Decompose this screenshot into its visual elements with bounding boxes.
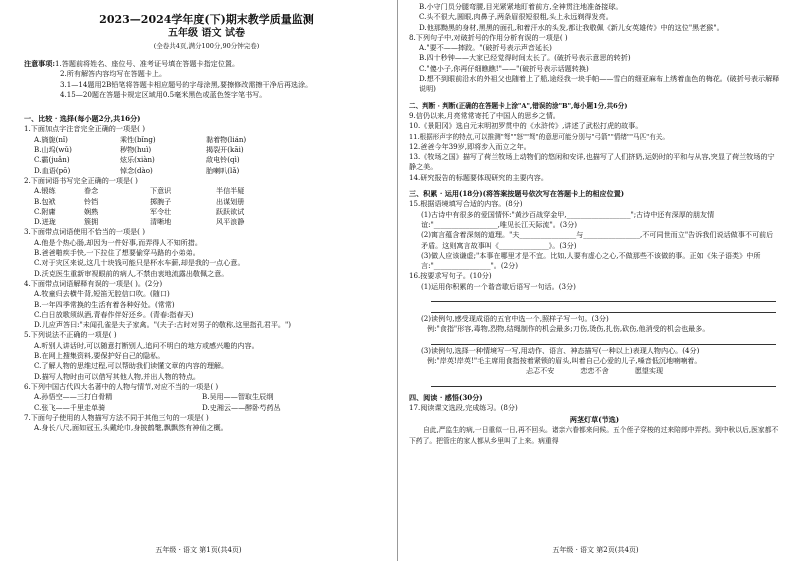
notice-line: 4.15—20题在答题卡规定区域用0.5毫米黑色或蓝色签字笔书写。: [60, 89, 267, 99]
option: C.对于灾区来说,这几十块钱可能只是杯水车薪,却是我的一点心意。: [34, 258, 245, 268]
option: D.想不到眼前沿水的外祖父也随着上了船,途经我一块手帕——雪白的细亚麻布上绣着血色的梅花。(破折号表示解释说明): [419, 74, 780, 94]
section-heading: 三、积累 · 运用(18分)(将答案按题号依次写在答题卡上的相应位置): [409, 189, 625, 199]
option: 炫乐(xiàn): [120, 155, 155, 165]
sub-question: (1)运用你积累的一个谐音歇后语写一句话。(3分): [421, 281, 576, 291]
option: B.山坞(wǔ): [34, 145, 72, 155]
judge-item: 12.爸爸今年39岁,即将步入而立之年。: [409, 141, 531, 151]
judge-item: 10.《景阳冈》选自元末明初罗贯中的《水浒传》,讲述了武松打虎的故事。: [409, 121, 643, 131]
option: A.牧童归去横牛背,短笛无腔信口吹。(随口): [34, 289, 170, 299]
option: C.头不很大,圆眼,肉鼻子,两条眉很短很粗,头上永远剃得发亮。: [419, 12, 613, 22]
exam-page-2: [397, 0, 794, 561]
fill-item: (3)做人应该谦虚;"本事在哪里才是不宜。比如,人要有虚心之心,不做那些不该做的事。正如《朱子语类》中所言:"________________"。(2分): [421, 250, 761, 271]
option: A.听别人讲话时,可以随意打断别人,追问不明白的地方或感兴趣的内容。: [34, 340, 259, 350]
option: 乘性(bǐng): [120, 134, 156, 144]
option: D.他那黝黑的身材,黑黑的面孔,和着汗水的头发,都让我敬佩《新儿女英雄传》中的这位"黑老猴"。: [419, 22, 724, 32]
judge-item: 11.根据形声字的特点,可以推测"弩""怒""驽"的意思可能分别与"弓箭""情绪""马匹"有关。: [409, 132, 669, 141]
question: 16.按要求写句子。(10分): [409, 271, 492, 281]
option: 簇拥: [84, 217, 99, 227]
question: 17.阅读课文选段,完成练习。(8分): [409, 402, 518, 412]
option-row: [24, 155, 389, 165]
option: 敌电铃(qì): [206, 155, 240, 165]
option: D.史湘云——醉卧芍药丛: [202, 402, 281, 412]
question: 8.下列句子中,对破折号的作用分析有误的一项是( ): [409, 32, 568, 42]
judge-item: 13.《牧场之国》描写了荷兰牧场上动物们的悠闲和安详,也描写了人们挤奶,运奶时的平和与从容,突显了荷兰牧场的宁静之美。: [409, 152, 775, 172]
question: 7.下面句子使用的人物描写方法不同于其他三句的一项是( ): [24, 412, 209, 422]
example-text: 例:"食指"形容,毒物,烈物,结绳制作的机会最多;刀伤,烫伤,扎伤,砍伤,他消受的机会也最多。: [427, 324, 710, 334]
question: 1.下面加点字注音完全正确的一项是( ): [24, 124, 145, 134]
example-text: 例:"岸英!岸英!"毛主席用食指按着紧锁的眉头,叫着自己心爱的儿子,嗓音低沉地喃喃着。: [427, 355, 702, 365]
option-row: [24, 145, 389, 155]
answer-line: [431, 292, 776, 302]
answer-line: [431, 303, 776, 313]
option: 悼念(dào): [120, 165, 153, 175]
notice-head: 注意事项:: [24, 59, 55, 68]
option: B.一年四季常换的生活有着各种好处。(常常): [34, 299, 175, 309]
option: 娴熟: [84, 206, 99, 216]
option: 掷腕子: [150, 196, 172, 206]
option: 下意识: [150, 186, 172, 196]
notice-line: 2.所有解答内容均写在答题卡上。: [60, 69, 167, 79]
fill-item: (2)寓言蕴含着深刻的道理。"夫________________与________________,不可同世而立"告诉我们说话做事不可前后矛盾。这则寓言故事叫《______________》。(3分): [421, 230, 774, 250]
option: B.吴用——智取生辰纲: [202, 392, 274, 402]
option: 铃铛: [84, 196, 99, 206]
option: A.孙悟空——三打白骨精: [34, 392, 113, 402]
exam-note: (全卷共4页,满分100分,90分钟完卷): [153, 42, 260, 50]
option: A.旖旎(nǐ): [34, 134, 68, 144]
option: 眷念: [84, 186, 99, 196]
judge-item: 9.信仍以来,月亮常常寄托了中国人的思乡之情。: [409, 110, 560, 120]
word-choice: 恋恋不舍: [580, 366, 609, 376]
option: D.儿应声答曰:"未闻孔雀是夫子家禽。"(夫子:古时对男子的敬称,这里指孔君平。"): [34, 320, 292, 330]
notice-line: 1.答题前将姓名、座位号、准考证号填在答题卡指定位置。: [55, 59, 240, 68]
answer-line: [431, 335, 776, 345]
option: B.四十秒钟——大家已经觉得时间太长了。(破折号表示意思的转折): [419, 53, 631, 63]
option: D.血语(pō): [34, 165, 71, 175]
option: C.白日放歌须纵酒,青春作伴好还乡。(青春:指春天): [34, 309, 194, 319]
notice-block: [24, 59, 389, 100]
page-footer: 五年级 · 语文 第1页(共4页): [155, 545, 242, 554]
option: B.小守门员分腿弯腰,目光紧紧地盯着前方,全神贯注地准备接球。: [419, 2, 623, 11]
option-row: [24, 186, 389, 196]
answer-line: [431, 377, 776, 387]
option: A.身长八尺,面如冠玉,头戴纶巾,身披鹤氅,飘飘然有神仙之概。: [34, 423, 228, 433]
option: C.霸(juǎn): [34, 155, 70, 165]
option-row: [24, 392, 389, 402]
option: 风平浪静: [216, 217, 245, 227]
option: B.在网上搜集资料,要保护好自己的隐私。: [34, 351, 165, 361]
question: 6.下列中国古代四大名著中的人物与情节,对应不当的一项是( ): [24, 381, 219, 391]
sub-question: (2)读例句,感受现成语的五官中选一个,照样子写一句。(3分): [421, 314, 609, 324]
question: 2.下面词语书写完全正确的一项是( ): [24, 175, 138, 185]
option: 秽物(huì): [120, 145, 152, 155]
option: 黏着物(lián): [206, 134, 247, 144]
option-row: [24, 207, 389, 217]
option-row: [24, 403, 389, 413]
passage-title: 两茎灯草(节选): [569, 415, 620, 425]
question: 4.下面带点词语解释有误的一项是( )。(2分): [24, 278, 163, 288]
exam-title: 2023—2024学年度(下)期末教学质量监测: [99, 13, 314, 26]
option: A.他是个热心肠,却因为一件好事,而弄得人不知所措。: [34, 237, 202, 247]
judge-item: 14.研究报告的标题要体现研究的主要内容。: [409, 172, 548, 182]
option-row: [24, 135, 389, 145]
sub-question: (3)读例句,选择一种情境写一写,用动作、语言、神态描写(一种以上)表现人物内心。(4分): [421, 345, 700, 355]
option: C.张飞——千里走单骑: [34, 402, 106, 412]
option: D.描写人物时由可以借写其他人物,并出人物的特点。: [34, 371, 201, 381]
option: C.附庸: [34, 206, 56, 216]
option-row: [24, 217, 389, 227]
option: C."傻小子,你再仔细瞧瞧!"——"(破折号表示话题转换): [419, 63, 589, 73]
section-heading: 一、比较 · 选择(每小题2分,共16分): [24, 114, 141, 124]
option: 军令壮: [150, 206, 172, 216]
word-choice: 忐忑不安: [525, 366, 555, 376]
question: 15.根据语境填写合适的内容。(8分): [409, 199, 523, 209]
option: B.爸爸啪疾手快,一下拉住了想要偷穿马路的小弟弟。: [34, 248, 200, 258]
fill-item: (1)古诗中有很多的爱国情怀:"黄沙百战穿金甲,__________________";古诗中还有深厚的朋友情谊:"__________________,唯见长江天际流"。(3分): [421, 209, 715, 229]
option: 出谋划册: [216, 196, 245, 206]
option: D.沃克医生重新审视眼前的病人,不禁由衷地流露出敬佩之意。: [34, 268, 229, 278]
option: 跃跃欲试: [216, 206, 245, 216]
option: D.迸珑: [34, 217, 56, 227]
section-heading: 四、阅读 · 感悟(30分): [409, 392, 483, 402]
section-heading: 二、判断 · 判断(正确的在答题卡上涂"A",错误的涂"B",每小题1分,共6分): [409, 101, 628, 110]
option: 清晰地: [150, 217, 172, 227]
option: 揭裂开(kāi): [206, 145, 244, 155]
option: 胎喇叭(lǎ): [206, 165, 240, 175]
option-row: [24, 197, 389, 207]
notice-line: 3.1—14题用2B铅笔将答题卡相应题号的字母涂黑,要擦修改需擦干净后再选涂。: [60, 79, 313, 89]
question: 5.下列说法不正确的一项是( ): [24, 330, 117, 340]
word-choice: 愿望实现: [634, 366, 664, 376]
word-choices: [409, 366, 780, 376]
exam-subtitle: 五年级 语文 试卷: [168, 28, 245, 39]
page-footer: 五年级 · 语文 第2页(共4页): [552, 545, 639, 554]
option-row: [24, 166, 389, 176]
option: 半信半疑: [216, 186, 245, 196]
option: A."要不——摔跤。"(破折号表示声音延长): [419, 43, 552, 53]
passage-text: 自此,严监生的病,一日重似一日,再不回头。诸亲六眷都来问候。五个侄子穿梭的过来陪郎中弄药。到中秋以后,医家都不下药了。把管庄的家人都从乡里叫了上来。病重得: [409, 426, 779, 445]
option: C.了解人物的思维过程,可以帮助我们读懂文章的内容的理解。: [34, 361, 229, 371]
option: B.包袱: [34, 196, 56, 206]
option: A.锻练: [34, 186, 56, 196]
question: 3.下面带点词语使用不恰当的一项是( ): [24, 227, 145, 237]
